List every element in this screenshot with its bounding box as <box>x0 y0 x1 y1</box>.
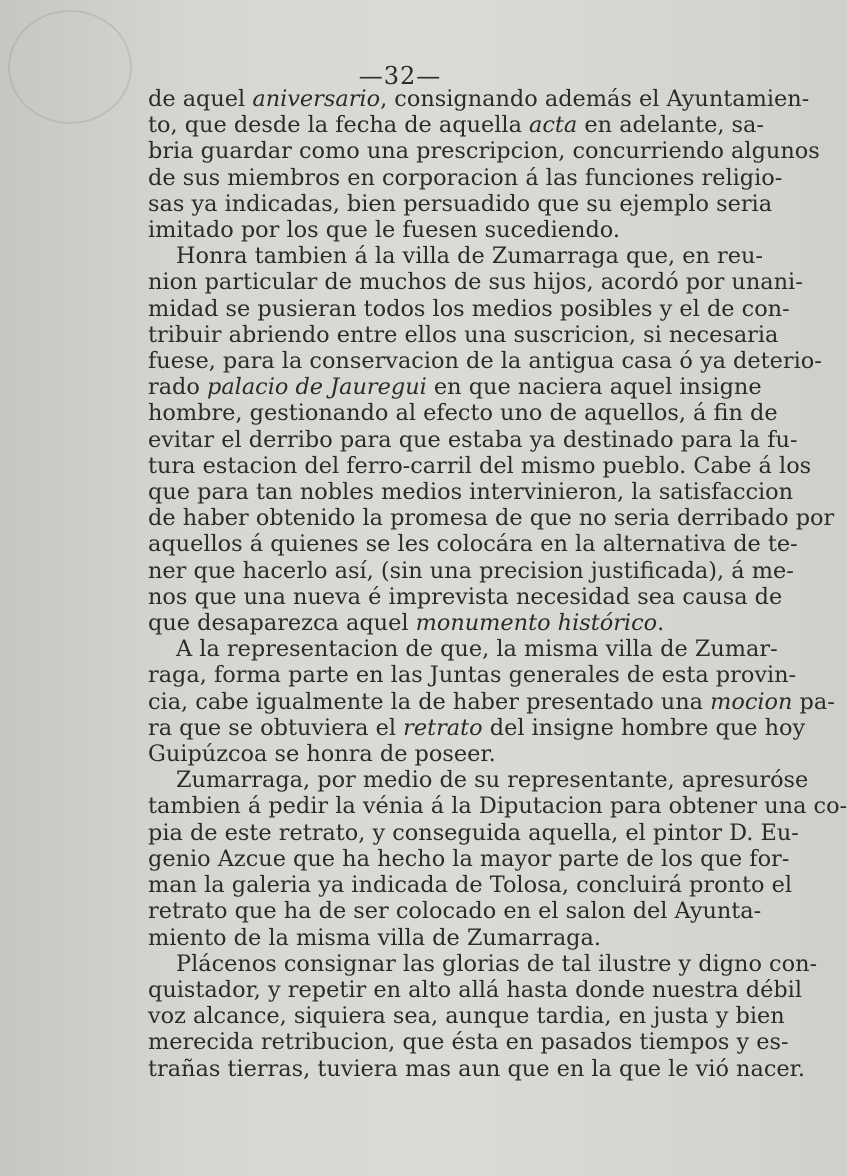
text-segment: to, que desde la fecha de aquella <box>148 112 530 139</box>
text-line <box>148 845 790 872</box>
text-line <box>148 636 778 663</box>
text-segment: raga, forma parte en las Juntas generales de esta provin- <box>148 662 797 689</box>
text-line <box>148 269 803 296</box>
text-segment: tambien á pedir la vénia á la Diputacion para obtener una co- <box>148 793 847 820</box>
text-line <box>148 925 744 951</box>
page-number: —32— <box>358 62 442 90</box>
text-line <box>148 531 798 558</box>
italic-phrase: retrato <box>403 714 483 741</box>
text-segment: merecida retribucion, que ésta en pasados tiempos y es- <box>148 1029 789 1056</box>
italic-phrase: monumento histórico <box>415 610 658 637</box>
text-segment: quistador, y repetir en alto allá hasta donde nuestra débil <box>148 976 803 1003</box>
text-segment: que desaparezca aquel <box>148 610 416 637</box>
text-segment: de aquel <box>148 86 253 112</box>
text-segment: cia, cabe igualmente la de haber presentado una <box>148 688 711 715</box>
text-segment: tura estacion del ferro-carril del mismo pueblo. Cabe á los <box>148 452 812 479</box>
text-line <box>148 819 799 846</box>
text-line <box>148 872 792 899</box>
text-line <box>148 479 794 506</box>
text-line <box>148 662 797 689</box>
text-line <box>148 767 809 794</box>
text-line <box>148 400 778 427</box>
text-segment: en que naciera aquel insigne <box>426 374 762 401</box>
text-segment: nos que una nueva é imprevista necesidad sea causa de <box>148 583 783 610</box>
text-segment: miento de la misma villa de Zumarraga. <box>148 924 601 951</box>
italic-phrase: mocion <box>710 688 793 715</box>
text-line <box>148 138 820 165</box>
text-line <box>148 583 783 610</box>
text-segment: ra que se obtuviera el <box>148 714 404 741</box>
text-segment: nion particular de muchos de sus hijos, acordó por unani- <box>148 269 803 296</box>
text-segment: Guipúzcoa se honra de poseer. <box>148 741 496 768</box>
text-segment: Zumarraga, por medio de su representante, apresuróse <box>176 767 809 794</box>
text-segment: fuese, para la conservacion de la antigua casa ó ya deterio- <box>148 348 822 375</box>
text-line <box>148 950 818 977</box>
text-line <box>148 741 744 767</box>
text-line <box>148 714 806 741</box>
text-segment: pa- <box>792 688 835 715</box>
text-segment: , consignando además el Ayuntamien- <box>380 86 810 112</box>
text-segment: retrato que ha de ser colocado en el salon del Ayunta- <box>148 898 762 925</box>
text-line <box>148 348 822 375</box>
text-line <box>148 295 790 322</box>
text-line <box>148 217 744 243</box>
text-segment: A la representacion de que, la misma villa de Zumar- <box>176 636 778 663</box>
text-line <box>148 557 794 584</box>
text-segment: genio Azcue que ha hecho la mayor parte de los que for- <box>148 845 790 872</box>
text-segment: voz alcance, siquiera sea, aunque tardia, en justa y bien <box>148 1003 785 1030</box>
text-segment: midad se pusieran todos los medios posibles y el de con- <box>148 295 790 322</box>
text-line <box>148 190 773 217</box>
text-line <box>148 688 835 715</box>
body-text <box>148 86 847 1082</box>
text-segment: Plácenos consignar las glorias de tal ilustre y digno con- <box>176 950 818 977</box>
text-segment: de haber obtenido la promesa de que no seria derribado por <box>148 505 835 532</box>
text-segment: sas ya indicadas, bien persuadido que su ejemplo seria <box>148 190 773 217</box>
text-segment: del insigne hombre que hoy <box>482 714 806 741</box>
text-segment: evitar el derribo para que estaba ya destinado para la fu- <box>148 426 798 453</box>
text-line <box>148 452 812 479</box>
text-line <box>148 86 810 112</box>
text-segment: que para tan nobles medios intervinieron, la satisfaccion <box>148 479 794 506</box>
text-segment: ner que hacerlo así, (sin una precision justificada), á me- <box>148 557 794 584</box>
text-line <box>148 321 779 348</box>
text-segment: hombre, gestionando al efecto uno de aquellos, á fin de <box>148 400 778 427</box>
text-line <box>148 1003 785 1030</box>
text-line <box>148 976 803 1003</box>
text-line <box>148 164 783 191</box>
text-line <box>148 898 762 925</box>
text-line <box>148 243 763 270</box>
text-segment: imitado por los que le fuesen sucediendo. <box>148 217 621 244</box>
text-line <box>148 610 744 636</box>
italic-phrase: acta <box>529 112 578 139</box>
text-segment: aquellos á quienes se les colocára en la alternativa de te- <box>148 531 798 558</box>
text-segment: Honra tambien á la villa de Zumarraga que, en reu- <box>176 243 763 270</box>
text-line <box>148 374 762 401</box>
text-segment: trañas tierras, tuviera mas aun que en la que le vió nacer. <box>148 1055 805 1082</box>
text-line <box>148 1029 789 1056</box>
text-line <box>148 426 798 453</box>
text-line <box>148 1055 805 1082</box>
text-segment: en adelante, sa- <box>577 112 764 139</box>
text-segment: rado <box>148 374 207 401</box>
text-line <box>148 112 764 139</box>
text-segment: tribuir abriendo entre ellos una suscricion, si necesaria <box>148 321 779 348</box>
text-segment: . <box>657 610 665 637</box>
text-segment: pia de este retrato, y conseguida aquella, el pintor D. Eu- <box>148 819 799 846</box>
text-line <box>148 505 835 532</box>
italic-phrase: aniversario <box>252 86 381 112</box>
text-line <box>148 793 847 820</box>
text-segment: bria guardar como una prescripcion, concurriendo algunos <box>148 138 820 165</box>
italic-phrase: palacio de Jauregui <box>206 374 427 401</box>
text-segment: de sus miembros en corporacion á las funciones religio- <box>148 164 783 191</box>
text-segment: man la galeria ya indicada de Tolosa, concluirá pronto el <box>148 872 792 899</box>
